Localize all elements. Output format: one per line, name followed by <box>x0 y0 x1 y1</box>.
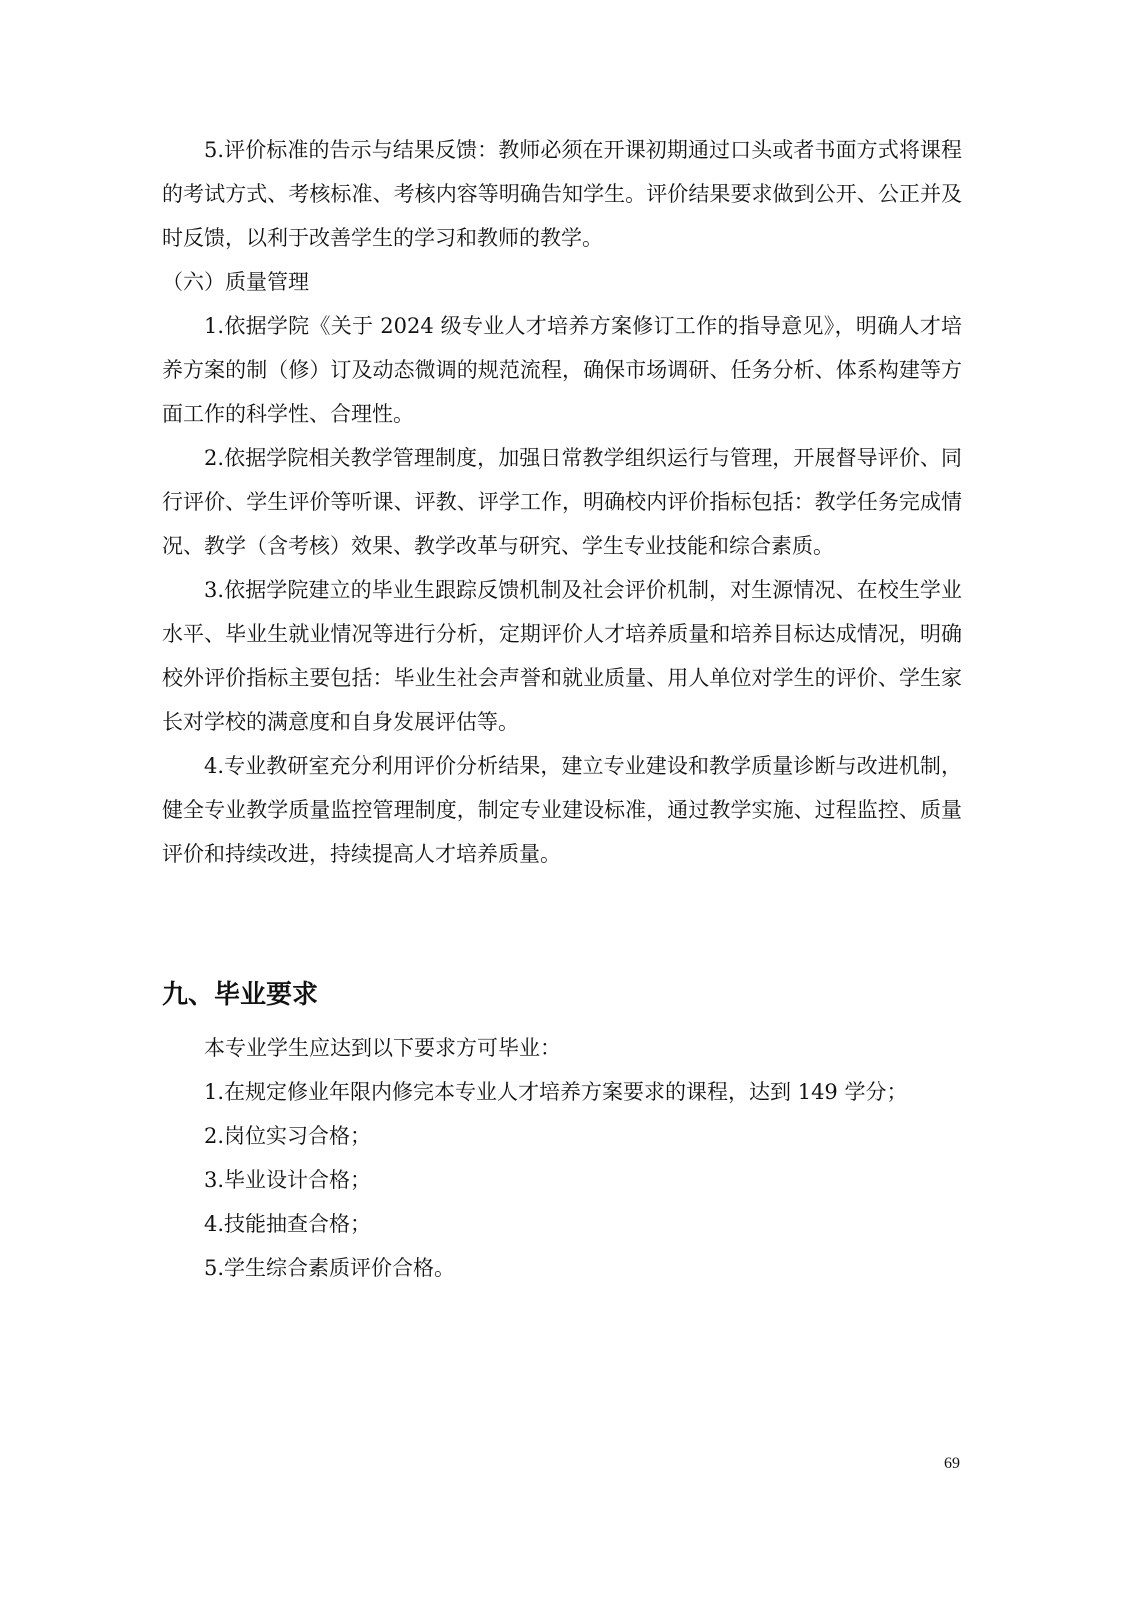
quality-item-1: 1.依据学院《关于 2024 级专业人才培养方案修订工作的指导意见》，明确人才培养方案的制（修）订及动态微调的规范流程，确保市场调研、任务分析、体系构建等方面工作的科学性、合理性。 <box>162 314 962 426</box>
quality-item-3: 3.依据学院建立的毕业生跟踪反馈机制及社会评价机制，对生源情况、在校生学业水平、毕业生就业情况等进行分析，定期评价人才培养质量和培养目标达成情况，明确校外评价指标主要包括：毕业生社会声誉和就业质量、用人单位对学生的评价、学生家长对学校的满意度和自身发展评估等。 <box>162 578 962 734</box>
quality-item-2: 2.依据学院相关教学管理制度，加强日常教学组织运行与管理，开展督导评价、同行评价、学生评价等听课、评教、评学工作，明确校内评价指标包括：教学任务完成情况、教学（含考核）效果、教学改革与研究、学生专业技能和综合素质。 <box>162 446 962 558</box>
graduation-intro: 本专业学生应达到以下要求方可毕业： <box>204 1036 561 1060</box>
graduation-item-3: 3.毕业设计合格； <box>204 1168 372 1192</box>
graduation-item-4: 4.技能抽查合格； <box>204 1212 372 1236</box>
evaluation-item-5: 5.评价标准的告示与结果反馈：教师必须在开课初期通过口头或者书面方式将课程的考试方式、考核标准、考核内容等明确告知学生。评价结果要求做到公开、公正并及时反馈，以利于改善学生的学习和教师的教学。 <box>162 138 962 250</box>
graduation-item-1: 1.在规定修业年限内修完本专业人才培养方案要求的课程，达到 149 学分； <box>204 1080 908 1104</box>
quality-heading: （六）质量管理 <box>162 270 309 294</box>
graduation-requirements <box>162 1026 962 1290</box>
graduation-heading: 九、毕业要求 <box>162 980 319 1010</box>
page-content <box>162 128 962 1280</box>
quality-item-4: 4.专业教研室充分利用评价分析结果，建立专业建设和教学质量诊断与改进机制，健全专业教学质量监控管理制度，制定专业建设标准，通过教学实施、过程监控、质量评价和持续改进，持续提高人才培养质量。 <box>162 754 962 866</box>
graduation-item-5: 5.学生综合素质评价合格。 <box>204 1256 456 1280</box>
page-number: 69 <box>944 1455 960 1472</box>
graduation-item-2: 2.岗位实习合格； <box>204 1124 372 1148</box>
